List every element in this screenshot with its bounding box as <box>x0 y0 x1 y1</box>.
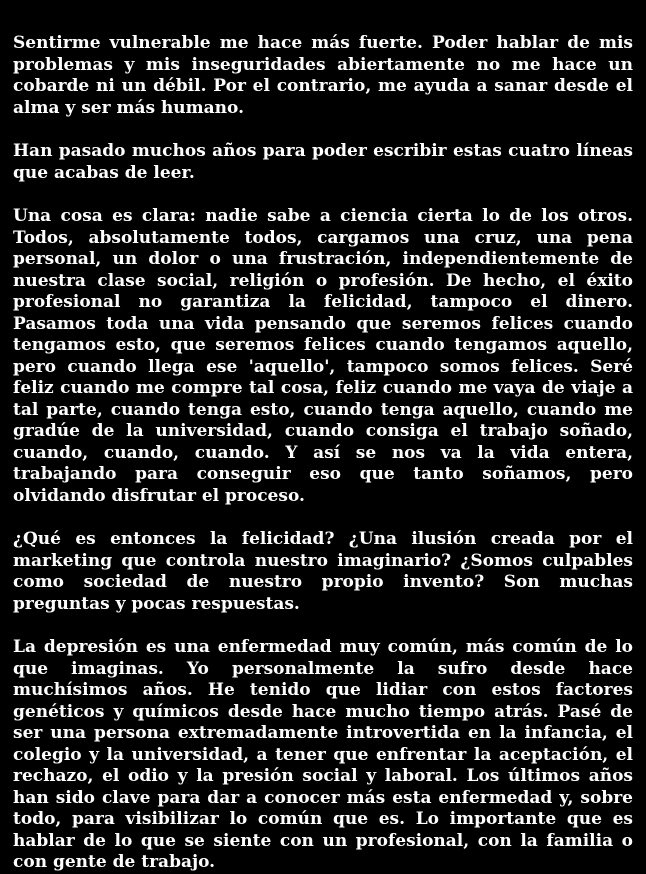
paragraph-questions: ¿Qué es entonces la felicidad? ¿Una ilusión creada por el marketing que controla nuestro imaginario? ¿Somos culpables como sociedad de nuestro propio invento? Son muchas preguntas y pocas respuestas. <box>13 529 633 614</box>
paragraph-depression: La depresión es una enfermedad muy común, más común de lo que imaginas. Yo personalmente la sufro desde hace muchísimos años. He tenido que lidiar con estos factores genéticos y químicos desde hace mucho tiempo atrás. Pasé de ser una persona extremadamente introvertida en la infancia, el colegio y la universidad, a tener que enfrentar la aceptación, el rechazo, el odio y la presión social y laboral. Los últimos años han sido clave para dar a conocer más esta enfermedad y, sobre todo, para visibilizar lo común que es. Lo importante que es hablar de lo que se siente con un profesional, con la familia o con gente de trabajo. <box>13 637 633 872</box>
paragraph-happiness-pursuit: Una cosa es clara: nadie sabe a ciencia cierta lo de los otros. Todos, absolutamente todos, cargamos una cruz, una pena personal, un dolor o una frustración, independientemente de nuestra clase social, religión o profesión. De hecho, el éxito profesional no garantiza la felicidad, tampoco el dinero. Pasamos toda una vida pensando que seremos felices cuando tengamos esto, que seremos felices cuando tengamos aquello, pero cuando llega ese 'aquello', tampoco somos felices. Seré feliz cuando me compre tal cosa, feliz cuando me vaya de viaje a tal parte, cuando tenga esto, cuando tenga aquello, cuando me gradúe de la universidad, cuando consiga el trabajo soñado, cuando, cuando, cuando. Y así se nos va la vida entera, trabajando para conseguir eso que tanto soñamos, pero olvidando disfrutar el proceso. <box>13 206 633 506</box>
paragraph-vulnerability: Sentirme vulnerable me hace más fuerte. Poder hablar de mis problemas y mis inseguridades abiertamente no me hace un cobarde ni un débil. Por el contrario, me ayuda a sanar desde el alma y ser más humano. <box>13 33 633 118</box>
paragraph-years: Han pasado muchos años para poder escribir estas cuatro líneas que acabas de leer. <box>13 141 633 183</box>
